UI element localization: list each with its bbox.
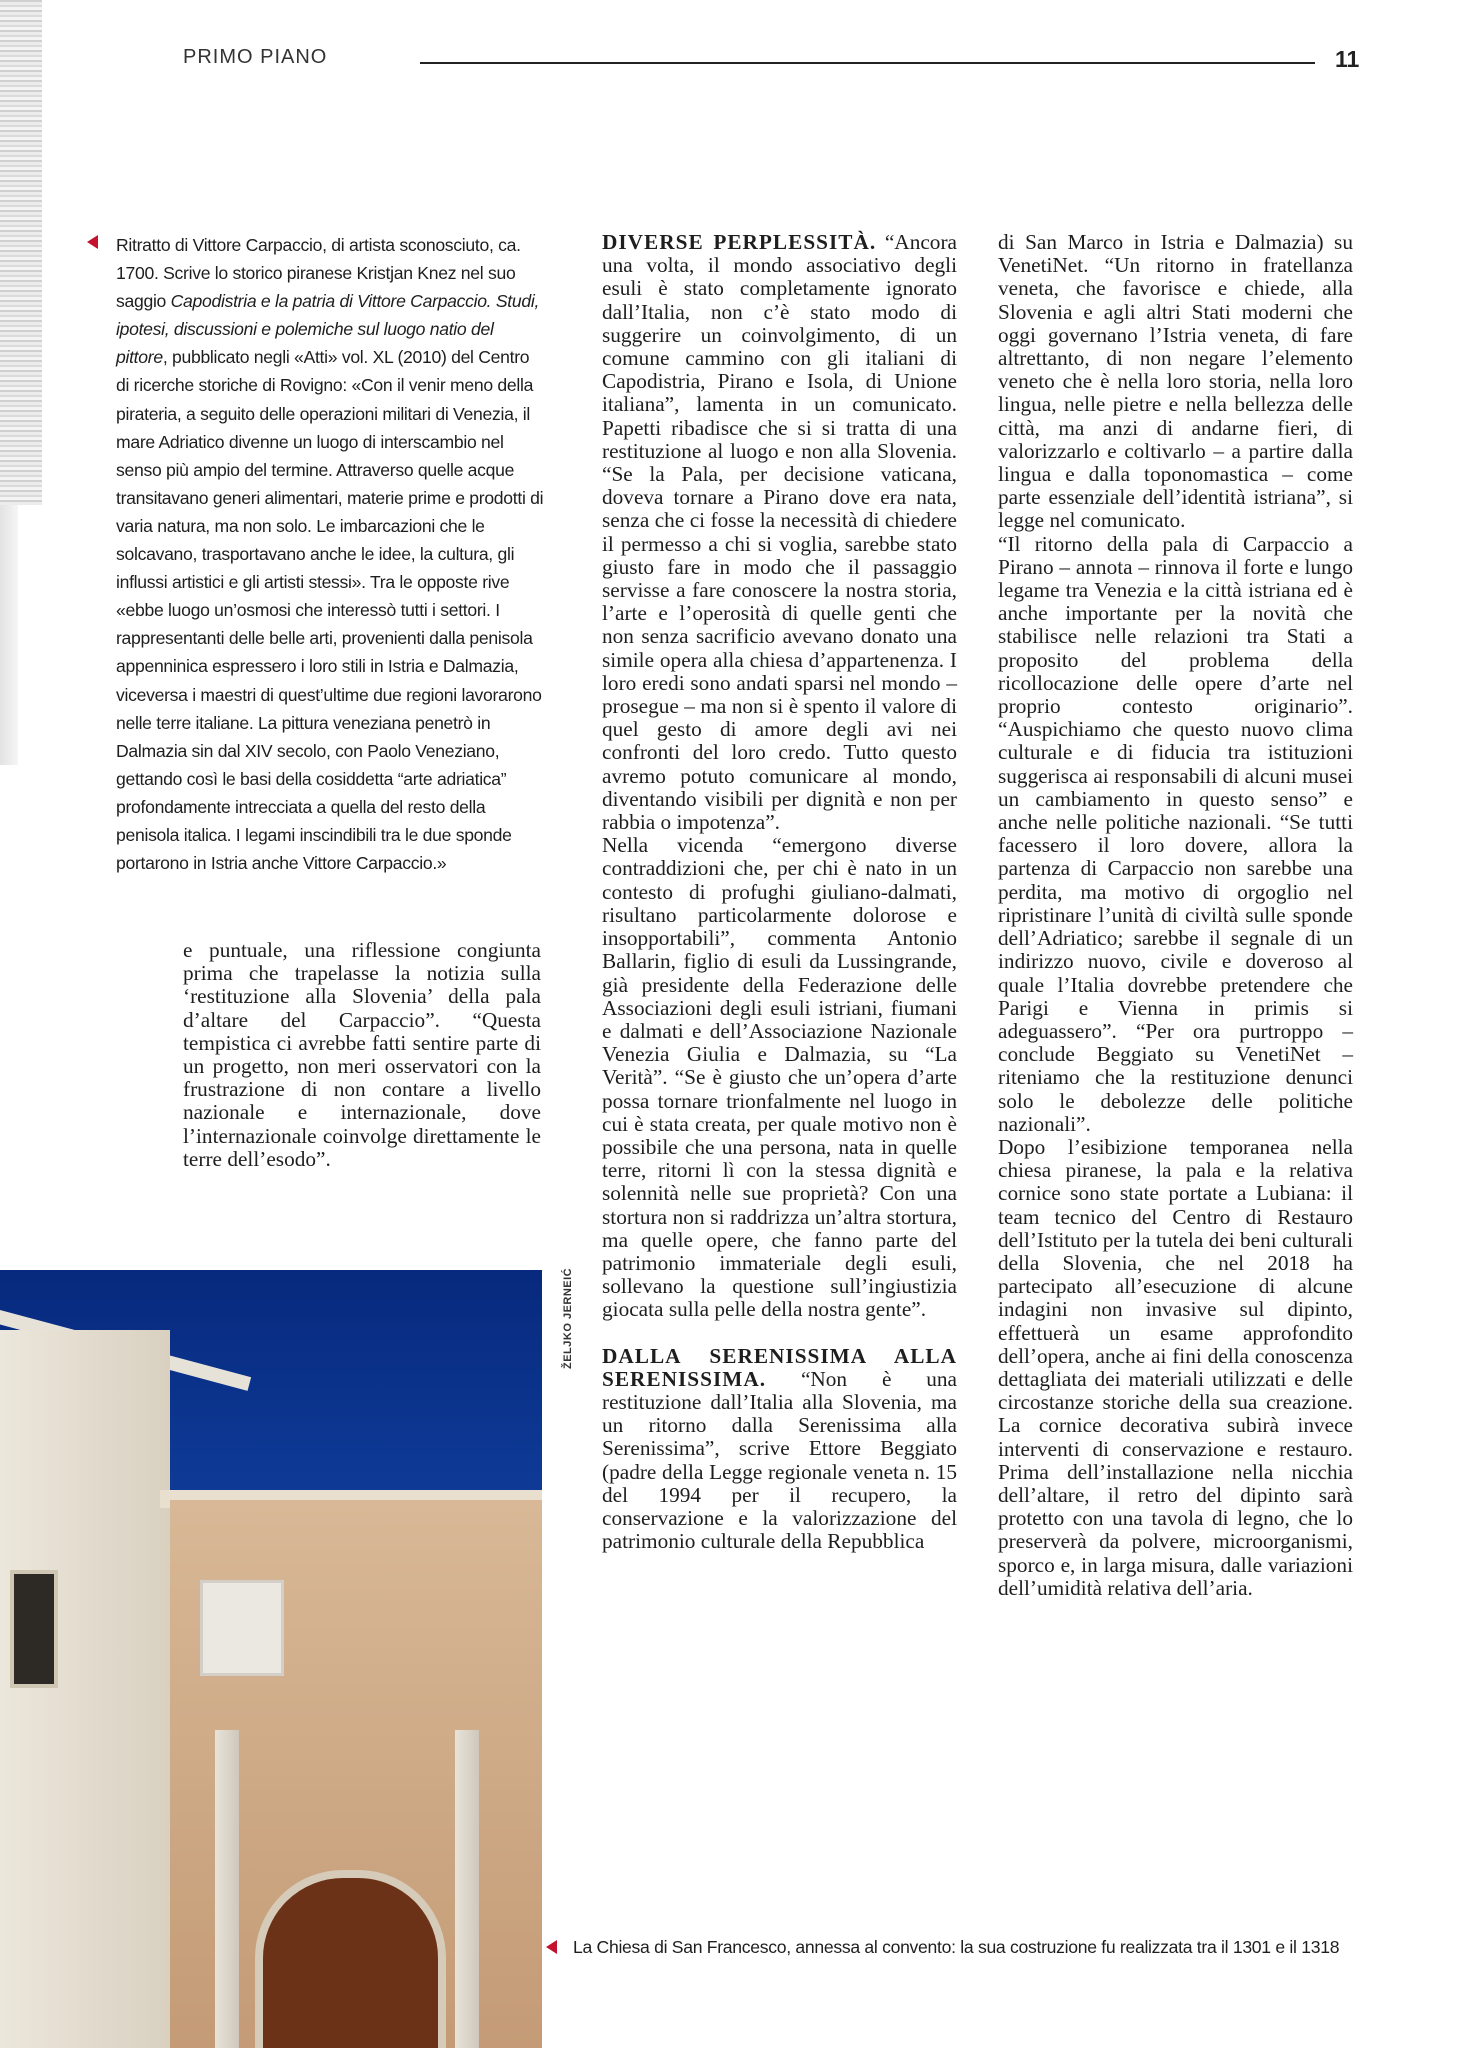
caption-book-title: Capodistria e la patria di Vittore Carpaccio. Studi, ipotesi, discussioni e polemiche sul luogo natio del pittore	[116, 291, 540, 368]
page-number: 11	[1335, 46, 1360, 72]
photo-caption: La Chiesa di San Francesco, annessa al convento: la sua costruzione fu realizzata tra il 1301 e il 1318	[573, 1937, 1340, 1957]
photo-shutter	[200, 1580, 284, 1676]
photo-credit: ŽELJKO JERNEIĆ	[562, 1267, 574, 1369]
photo-door	[255, 1870, 446, 2048]
church-photo	[0, 1270, 542, 2048]
portrait-photo-edge	[0, 0, 42, 505]
section-title: PRIMO PIANO	[183, 46, 328, 68]
article-paragraph: DALLA SERENISSIMA ALLA SERENISSIMA. “Non è una restituzione dall’Italia alla Slovenia, ma un ritorno dalla Serenissima alla Serenissima”, scrive Ettore Beggiato (padre della Legge regionale veneta n. 15 del 1994 per il recupero, la conservazione e la valorizzazione del patrimonio culturale della Repubblica	[602, 1343, 957, 1554]
article-paragraph: DIVERSE PERPLESSITÀ. “Ancora una volta, il mondo associativo degli esuli è stato completamente ignorato dall’Italia, non c’è stato modo di suggerire un coinvolgimento, di un comune cammino con gli italiani di Capodistria, Pirano e Isola, di Unione italiana”, lamenta in un comunicato. Papetti ribadisce che si si tratta di una restituzione al luogo e non alla Slovenia. “Se la Pala, per decisione vaticana, doveva tornare a Pirano dove era nata, senza che ci fosse la necessità di chiedere il permesso a chi si voglia, sarebbe stato giusto fare in modo che il passaggio servisse a fare conoscere la nostra storia, l’arte e l’operosità di quelle genti che non senza sacrificio avevano donato una simile opera alla chiesa d’appartenenza. I loro eredi sono andati sparsi nel mondo – prosegue – ma non si è spento il valore di quel gesto di amore degli avi nei confronti del loro credo. Tutto questo avremo potuto comunicare al mondo, diventando visibili per dignità e non per rabbia o impotenza”.	[602, 230, 957, 835]
article-paragraph: Dopo l’esibizione temporanea nella chiesa piranese, la pala e la relativa cornice sono state portate a Lubiana: il team tecnico del Centro di Restauro dell’Istituto per la tutela dei beni culturali della Slovenia, che nel 2018 ha partecipato all’esecuzione di alcune indagini non invasive sul dipinto, effettuerà un esame approfondito dell’opera, anche ai fini della conoscenza dettagliata dei materiali utilizzati e delle circostanze storiche della sua creazione. La cornice decorativa subirà invece interventi di conservazione e restauro. Prima dell’installazione nella nicchia dell’altare, il retro del dipinto sarà protetto con una tavola di legno, che lo preserverà da polvere, microorganismi, sporco e, in larga misura, dalle variazioni dell’umidità relativa dell’aria.	[998, 1134, 1353, 1600]
article-column-left	[183, 939, 541, 1171]
header-rule	[420, 62, 1315, 64]
photo-facade-left	[0, 1330, 170, 2048]
subheading: DIVERSE PERPLESSITÀ.	[602, 230, 877, 254]
subheading: DALLA SERENISSIMA ALLA SERENISSIMA.	[602, 1343, 957, 1391]
photo-window	[10, 1570, 58, 1688]
photo-column	[455, 1730, 479, 2048]
caption-text-start: Ritratto di Vittore Carpaccio, di artista sconosciuto, ca. 1700. Scrive lo storico piranese Kristjan Knez nel suo saggio	[116, 235, 521, 312]
portrait-photo-edge-lower	[0, 505, 18, 765]
article-paragraph: “Il ritorno della pala di Carpaccio a Pirano – annota – rinnova il forte e lungo legame tra Venezia e la città istriana ed è anche importante per la novità che stabilisce nelle relazioni tra Stati a proposito del problema della ricollocazione delle opere d’arte nel proprio contesto originario”. “Auspichiamo che questo nuovo clima culturale e di fiducia tra istituzioni suggerisca ai responsabili di alcuni musei un cambiamento in questo senso” e anche nelle politiche nazionali. “Se tutti facessero il loro dovere, allora la partenza di Carpaccio non sarebbe una perdita, ma motivo di orgoglio nel ripristinare l’unità di civiltà sulle sponde dell’Adriatico; sarebbe il segnale di un indirizzo nuovo, civile e doveroso al quale l’Italia dovrebbe pretendere che Parigi e Vienna in primis si adeguassero”. “Per ora purtroppo – conclude Beggiato su VenetiNet – riteniamo che la restituzione denunci solo le debolezze delle politiche nazionali”.	[998, 531, 1353, 1136]
portrait-caption	[116, 231, 546, 877]
article-paragraph: Nella vicenda “emergono diverse contraddizioni che, per chi è nato in un contesto di profughi giuliano-dalmati, risultano particolarmente dolorose e insopportabili”, commenta Antonio Ballarin, figlio di esuli da Lussingrande, già presidente della Federazione delle Associazioni degli esuli istriani, fiumani e dalmati e dell’Associazione Nazionale Venezia Giulia e Dalmazia, su “La Verità”. “Se è giusto che un’opera d’arte possa tornare trionfalmente nel luogo in cui è stata creata, per quale motivo non è possibile che una persona, nata in quelle terre, ritorni lì con la stessa dignità e solennità nelle sue proprietà? Con una stortura non si raddrizza un’altra stortura, ma quelle opere, che fanno parte del patrimonio immateriale degli esuli, sollevano la questione sull’ingiustizia giocata sulla pelle della nostra gente”.	[602, 833, 957, 1322]
article-paragraph: di San Marco in Istria e Dalmazia) su VenetiNet. “Un ritorno in fratellanza veneta, che favorisce e chiede, alla Slovenia e agli altri Stati moderni che oggi governano l’Istria veneta, di fare altrettanto, di non negare l’elemento veneto che è nella loro storia, nella loro lingua, nelle pietre e nella bellezza delle città, ma anzi di andarne fieri, di valorizzarlo e coltivarlo – a partire dalla lingua e dalla toponomastica – come parte essenziale dell’identità istriana”, si legge nel comunicato.	[998, 230, 1353, 533]
article-column-middle	[602, 231, 957, 1553]
article-column-right	[998, 231, 1353, 1600]
caption-marker-icon	[87, 235, 98, 249]
photo-column	[215, 1730, 239, 2048]
article-paragraph: e puntuale, una riflessione congiunta prima che trapelasse la notizia sulla ‘restituzione alla Slovenia’ della pala d’altare del Carpaccio”. “Questa tempistica ci avrebbe fatti sentire parte di un progetto, non meri osservatori con la frustrazione di non contare a livello nazionale e internazionale, dove l’internazionale coinvolge direttamente le terre dell’esodo”.	[183, 938, 541, 1171]
caption-text-end: , pubblicato negli «Atti» vol. XL (2010) del Centro di ricerche storiche di Rovigno: «Con il venir meno della pirateria, a seguito delle operazioni militari di Venezia, il mare Adriatico divenne un luogo di interscambio nel senso più ampio del termine. Attraverso quelle acque transitavano generi alimentari, materie prime e prodotti di varia natura, ma non solo. Le imbarcazioni che le solcavano, trasportavano anche le idee, la cultura, gli influssi artistici e gli artisti stessi». Tra le opposte rive «ebbe luogo un’osmosi che interessò tutti i settori. I rappresentanti delle belle arti, provenienti dalla penisola appenninica espressero i loro stili in Istria e Dalmazia, viceversa i maestri di quest’ultime due regioni lavorarono nelle terre italiane. La pittura veneziana penetrò in Dalmazia sin dal XIV secolo, con Paolo Veneziano, gettando così le basi della cosiddetta “arte adriatica” profondamente intrecciata a quella del resto della penisola italica. I legami inscindibili tra le due sponde portarono in Istria anche Vittore Carpaccio.»	[116, 347, 544, 874]
caption-marker-icon	[546, 1940, 557, 1954]
